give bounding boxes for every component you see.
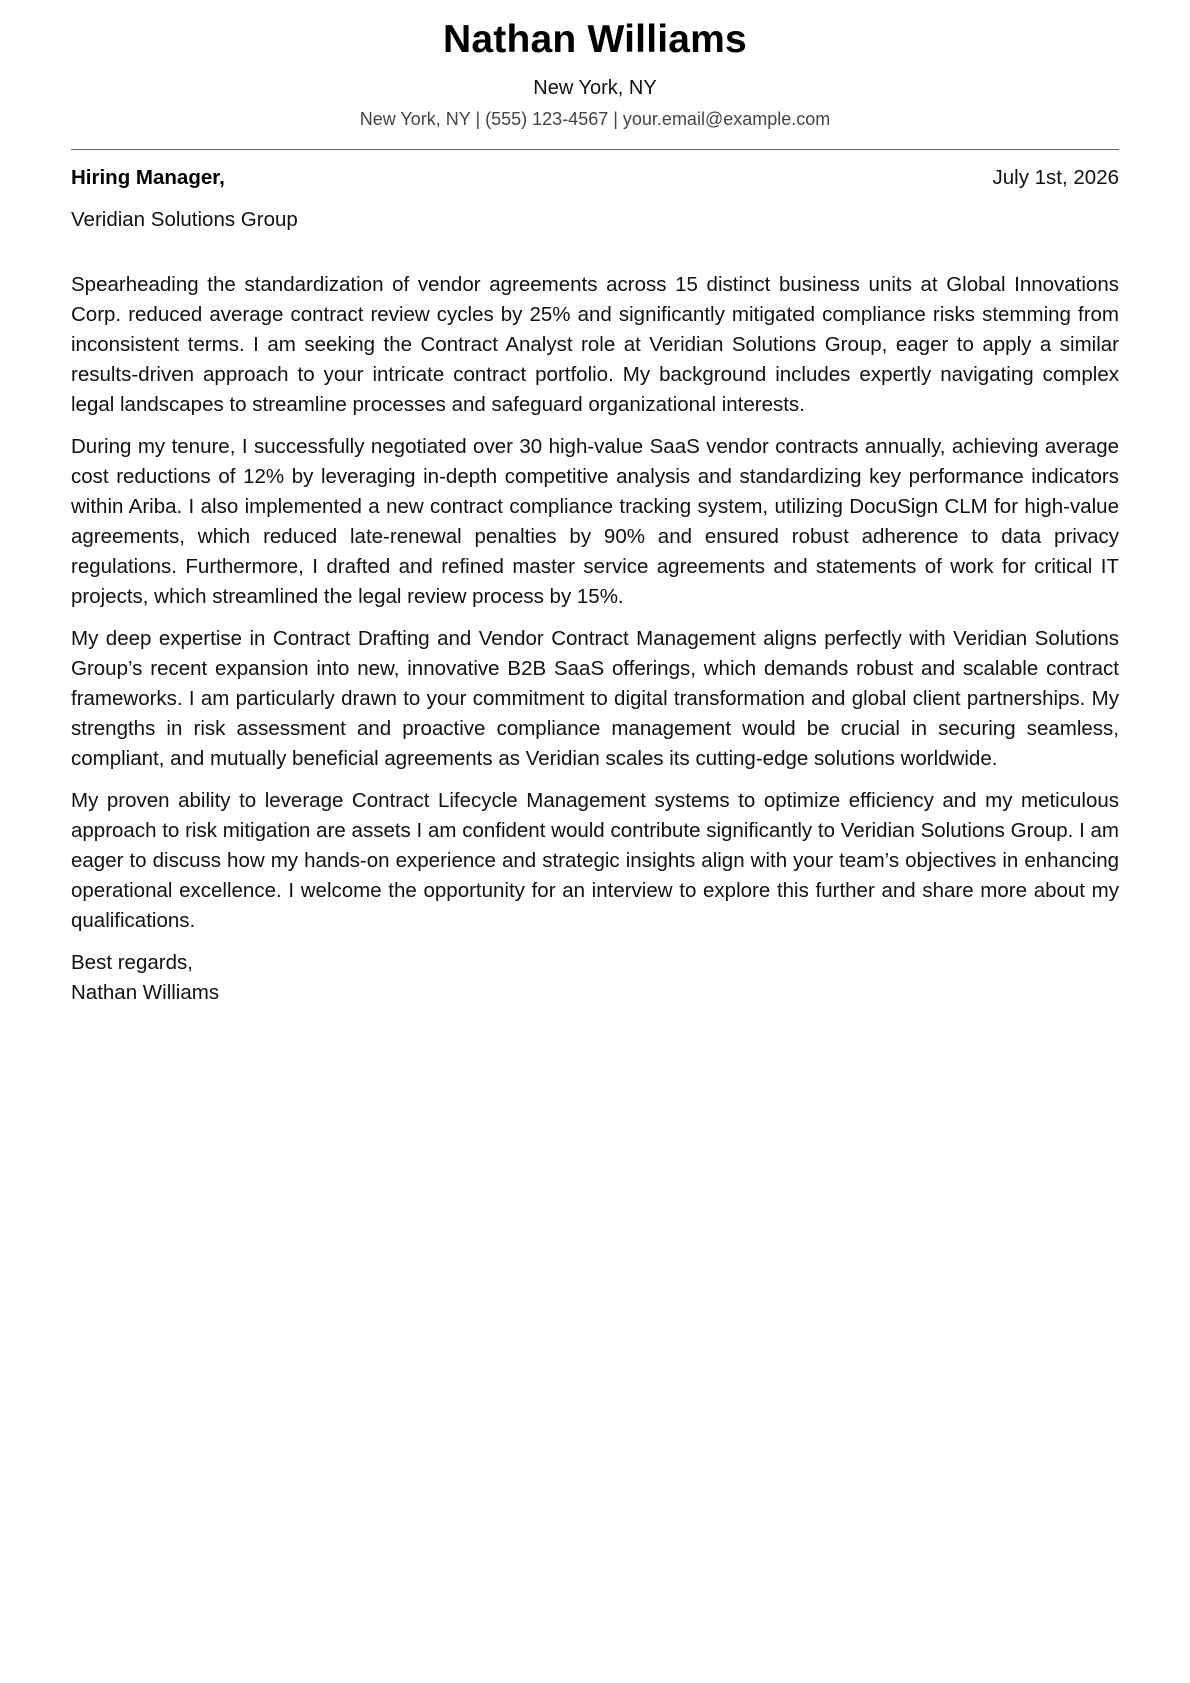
applicant-location: New York, NY — [533, 77, 657, 99]
body-paragraph-3: My deep expertise in Contract Drafting and Vendor Contract Management aligns perfectly with Veridian Solutions Group’s recent expansion into new, innovative B2B SaaS offerings, which demands robust and scalable contract frameworks. I am particularly drawn to your commitment to digital transformation and global client partnerships. My strengths in risk assessment and proactive compliance management would be crucial in securing seamless, compliant, and mutually beneficial agreements as Veridian scales its cutting-edge solutions worldwide. — [71, 627, 1119, 770]
letter-closing-block — [71, 948, 1119, 1008]
letter-date: July 1st, 2026 — [992, 166, 1119, 189]
body-paragraph-4: My proven ability to leverage Contract Lifecycle Management systems to optimize efficiency and my meticulous approach to risk mitigation are assets I am confident would contribute significantly to Veridian Solutions Group. I am eager to discuss how my hands-on experience and strategic insights align with your team’s objectives in enhancing operational excellence. I welcome the opportunity for an interview to explore this further and share more about my qualifications. — [71, 789, 1119, 932]
applicant-name: Nathan Williams — [443, 18, 747, 61]
recipient-salutation: Hiring Manager, — [71, 166, 225, 189]
body-paragraph-2: During my tenure, I successfully negotiated over 30 high-value SaaS vendor contracts annually, achieving average cost reductions of 12% by leveraging in-depth competitive analysis and standardizing key performance indicators within Ariba. I also implemented a new contract compliance tracking system, utilizing DocuSign CLM for high-value agreements, which reduced late-renewal penalties by 90% and ensured robust adherence to data privacy regulations. Furthermore, I drafted and refined master service agreements and statements of work for critical IT projects, which streamlined the legal review process by 15%. — [71, 435, 1119, 608]
letter-header — [71, 0, 1119, 132]
signature-name: Nathan Williams — [71, 981, 220, 1004]
header-divider — [71, 149, 1119, 150]
body-paragraph-1: Spearheading the standardization of vendor agreements across 15 distinct business units at Global Innovations Corp. reduced average contract review cycles by 25% and significantly mitigated compliance risks stemming from inconsistent terms. I am seeking the Contract Analyst role at Veridian Solutions Group, eager to apply a similar results-driven approach to your intricate contract portfolio. My background includes expertly navigating complex legal landscapes to streamline processes and safeguard organizational interests. — [71, 273, 1119, 416]
recipient-date-row — [71, 164, 1119, 192]
letter-body — [71, 270, 1119, 936]
recipient-company: Veridian Solutions Group — [71, 208, 298, 231]
closing-phrase: Best regards, — [71, 951, 193, 974]
applicant-contact-line: New York, NY | (555) 123-4567 | your.email@example.com — [359, 109, 831, 129]
